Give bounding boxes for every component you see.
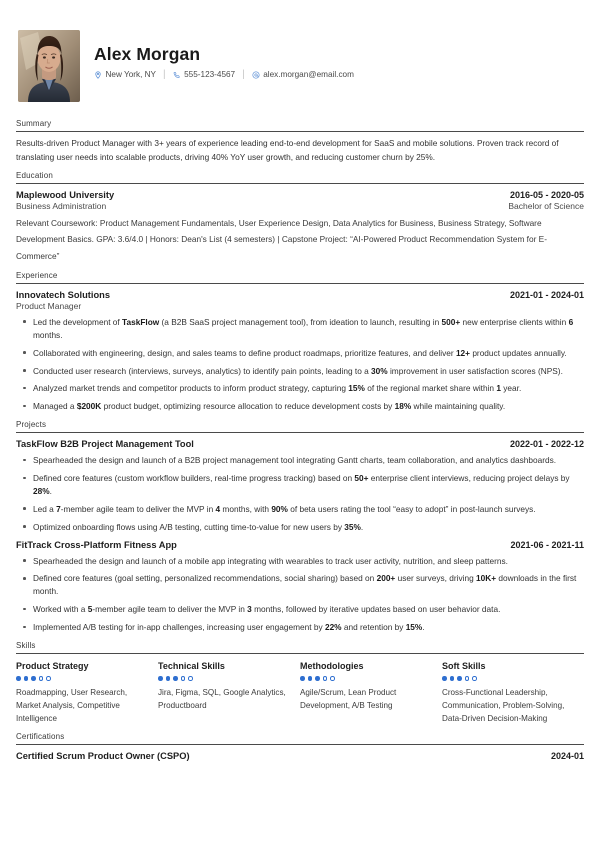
contact-phone-text: 555-123-4567 xyxy=(184,70,236,80)
section-divider xyxy=(16,432,584,433)
section-divider xyxy=(16,283,584,284)
skill-rating xyxy=(442,676,570,681)
skill-category-description: Roadmapping, User Research, Market Analysis, Competitive Intelligence xyxy=(16,687,128,723)
section-divider xyxy=(16,744,584,745)
experience-role: Product Manager xyxy=(16,300,82,311)
rating-dot xyxy=(31,676,36,681)
phone-icon xyxy=(173,71,181,79)
rating-dot xyxy=(46,676,51,681)
section-title-projects: Projects xyxy=(16,420,47,430)
section-certifications xyxy=(16,732,584,761)
section-education xyxy=(16,171,584,264)
contact-location-text: New York, NY xyxy=(105,70,157,80)
rating-dot xyxy=(457,676,462,681)
rating-dot xyxy=(16,676,21,681)
education-program: Business Administration xyxy=(16,201,107,212)
certification-entry xyxy=(16,751,584,761)
rating-dot xyxy=(24,676,29,681)
rating-dot xyxy=(450,676,455,681)
list-item: Spearheaded the design and launch of a mobile app integrating with wearables to track user activity, nutrition, and sleep patterns. xyxy=(16,555,584,568)
skill-category xyxy=(16,661,158,725)
skill-category xyxy=(442,661,584,725)
rating-dot xyxy=(188,676,193,681)
section-projects xyxy=(16,420,584,634)
rating-dot xyxy=(300,676,305,681)
experience-company: Innovatech Solutions xyxy=(16,289,111,300)
list-item: Implemented A/B testing for in-app challenges, increasing user engagement by 22% and retention by 15%. xyxy=(16,621,584,634)
avatar xyxy=(18,30,80,102)
education-dates: 2016-05 - 2020-05 xyxy=(509,190,584,201)
section-title-certifications: Certifications xyxy=(16,732,65,741)
section-divider xyxy=(16,653,584,654)
section-experience xyxy=(16,271,584,413)
project-name: TaskFlow B2B Project Management Tool xyxy=(16,439,194,450)
rating-dot xyxy=(315,676,320,681)
rating-dot xyxy=(308,676,313,681)
section-divider xyxy=(16,131,584,132)
contact-separator: | xyxy=(163,69,166,81)
skill-category-name: Soft Skills xyxy=(442,661,486,672)
project-dates: 2021-06 - 2021-11 xyxy=(510,539,584,550)
section-title-summary: Summary xyxy=(16,119,52,128)
section-title-skills: Skills xyxy=(16,640,36,650)
rating-dot xyxy=(39,676,44,681)
section-summary xyxy=(16,119,584,164)
contact-separator: | xyxy=(242,69,245,81)
list-item: Spearheaded the design and launch of a B2B project management tool integrating Gantt charts, team collaboration, and analytics dashboards. xyxy=(16,454,584,467)
skill-category xyxy=(158,661,300,725)
project-dates: 2022-01 - 2022-12 xyxy=(509,439,584,450)
contact-phone[interactable] xyxy=(173,70,236,79)
contact-line xyxy=(94,69,354,80)
skill-rating xyxy=(158,676,286,681)
section-title-experience: Experience xyxy=(16,270,58,280)
skill-rating xyxy=(16,676,144,681)
education-school: Maplewood University xyxy=(16,190,115,201)
list-item: Defined core features (goal setting, personalized recommendations, social sharing) based on 200+ user surveys, driving 10K+ downloads in the first month. xyxy=(16,572,584,598)
section-title-education: Education xyxy=(16,171,53,181)
certification-date: 2024-01 xyxy=(550,751,584,762)
rating-dot xyxy=(330,676,335,681)
list-item: Worked with a 5-member agile team to deliver the MVP in 3 months, followed by iterative updates based on user behavior data. xyxy=(16,603,584,616)
email-icon xyxy=(252,71,260,79)
skill-category-name: Product Strategy xyxy=(16,661,89,672)
list-item: Led the development of TaskFlow (a B2B SaaS project management tool), from ideation to launch, resulting in 500+ new enterprise clients within 6 months. xyxy=(16,316,584,342)
skill-category-name: Methodologies xyxy=(300,661,364,672)
project-name: FitTrack Cross-Platform Fitness App xyxy=(16,539,177,550)
list-item: Optimized onboarding flows using A/B testing, cutting time-to-value for new users by 35%. xyxy=(16,521,584,534)
rating-dot xyxy=(472,676,477,681)
location-pin-icon xyxy=(94,71,102,79)
section-skills xyxy=(16,641,584,725)
rating-dot xyxy=(442,676,447,681)
project-entry xyxy=(16,439,584,533)
list-item: Managed a $200K product budget, optimizing resource allocation to reduce development costs by 18% while maintaining quality. xyxy=(16,400,584,413)
rating-dot xyxy=(166,676,171,681)
list-item: Conducted user research (interviews, surveys, analytics) to identify pain points, leading to a 30% improvement in user satisfaction scores (NPS). xyxy=(16,365,584,378)
skill-category xyxy=(300,661,442,725)
project-bullet-list xyxy=(16,555,584,634)
list-item: Analyzed market trends and competitor products to inform product strategy, capturing 15% of the regional market share within 1 year. xyxy=(16,382,584,395)
skill-category-name: Technical Skills xyxy=(158,661,225,672)
skill-category-description: Agile/Scrum, Lean Product Development, A/B Testing xyxy=(300,687,397,710)
list-item: Led a 7-member agile team to deliver the MVP in 4 months, with 90% of beta users rating the tool “easy to adopt” in post-launch surveys. xyxy=(16,503,584,516)
identity-block xyxy=(94,30,354,80)
skill-rating xyxy=(300,676,428,681)
list-item: Collaborated with engineering, design, and sales teams to define product roadmaps, prioritize features, and deliver 12+ product updates annually. xyxy=(16,347,584,360)
contact-email[interactable] xyxy=(252,70,354,79)
skills-grid xyxy=(16,661,584,725)
education-degree: Bachelor of Science xyxy=(508,201,584,212)
contact-email-text: alex.morgan@email.com xyxy=(263,70,354,80)
experience-entry xyxy=(16,290,584,413)
summary-text: Results-driven Product Manager with 3+ years of experience leading end-to-end development for SaaS and mobile solutions. Proven track record of translating user needs into scalable products, driving 40% YoY user growth, and reducing customer churn by 25%. xyxy=(16,138,559,162)
rating-dot xyxy=(323,676,328,681)
rating-dot xyxy=(465,676,470,681)
experience-dates: 2021-01 - 2024-01 xyxy=(509,289,584,300)
education-coursework: Relevant Coursework: Product Management Fundamentals, User Experience Design, Data Analytics for Business, Business Strategy, Software Development Basics. GPA: 3.6/4.0 | Honors: Dean's List (4 semesters) | Capstone Project: “AI-Powered Product Recommendation System for E-Commerce” xyxy=(16,218,547,261)
rating-dot xyxy=(158,676,163,681)
skill-category-description: Cross-Functional Leadership, Communication, Problem-Solving, Data-Driven Decision-Making xyxy=(442,687,565,723)
list-item: Defined core features (custom workflow builders, real-time progress tracking) based on 50+ enterprise client interviews, reducing project delays by 28%. xyxy=(16,472,584,498)
certification-name: Certified Scrum Product Owner (CSPO) xyxy=(16,751,190,762)
experience-bullet-list xyxy=(16,316,584,413)
resume-header xyxy=(16,14,584,112)
rating-dot xyxy=(181,676,186,681)
section-divider xyxy=(16,183,584,184)
project-entry xyxy=(16,540,584,634)
skill-category-description: Jira, Figma, SQL, Google Analytics, Productboard xyxy=(158,687,286,710)
contact-location[interactable] xyxy=(94,70,156,79)
education-entry xyxy=(16,190,584,264)
rating-dot xyxy=(173,676,178,681)
page-title: Alex Morgan xyxy=(94,44,201,64)
project-bullet-list xyxy=(16,454,584,533)
